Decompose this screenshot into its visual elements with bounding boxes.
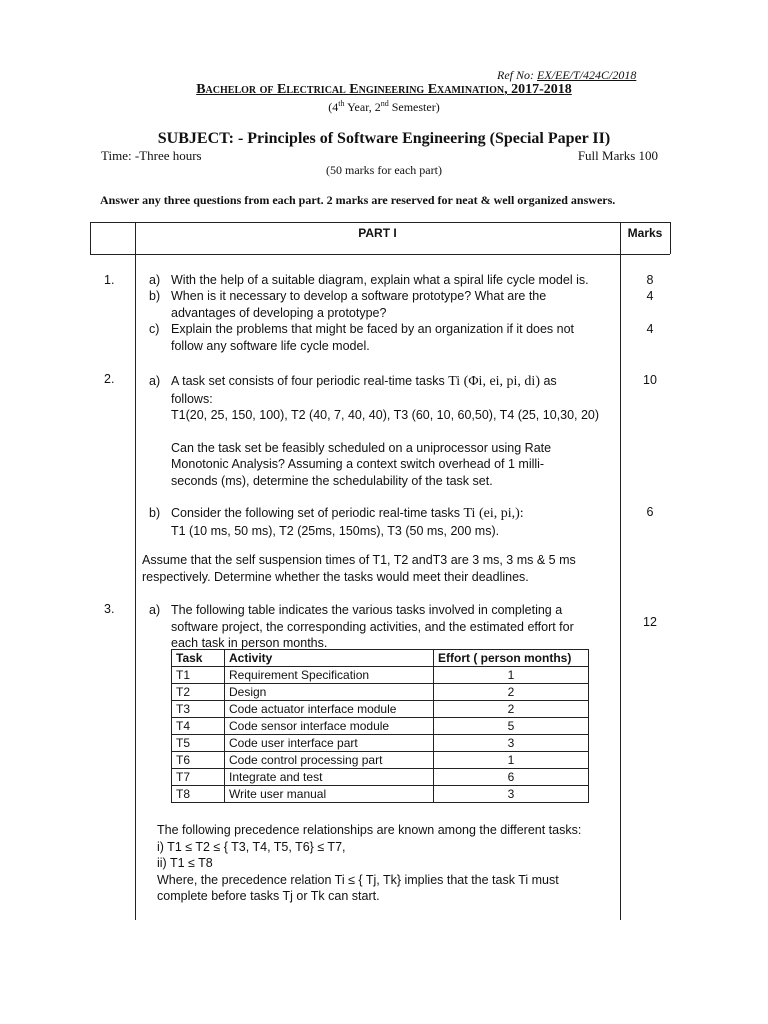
column-header-effort: Effort ( person months) — [434, 650, 589, 667]
task-effort: 2 — [434, 684, 589, 701]
task-id: T6 — [172, 752, 225, 769]
q2c-line-1: Assume that the self suspension times of T1, T2 andT3 are 3 ms, 3 ms & 5 ms — [142, 553, 576, 567]
task-activity: Code control processing part — [225, 752, 434, 769]
q1b-label: b) — [149, 289, 161, 303]
q1c-line-2: follow any software life cycle model. — [171, 338, 370, 353]
question-number-2: 2. — [104, 372, 115, 386]
q1a-text: With the help of a suitable diagram, explain what a spiral life cycle model is. — [171, 273, 589, 287]
table-row — [172, 786, 589, 803]
frame-header-line — [90, 254, 670, 255]
table-row — [172, 769, 589, 786]
q2a-line-5: Monotonic Analysis? Assuming a context switch overhead of 1 milli- — [171, 457, 545, 471]
frame-left-line — [90, 222, 91, 254]
column-header-task: Task — [172, 650, 225, 667]
column-header-activity: Activity — [225, 650, 434, 667]
task-id: T4 — [172, 718, 225, 735]
q3a-line-1: The following table indicates the various tasks involved in completing a — [171, 603, 563, 617]
q2a-label: a) — [149, 374, 161, 388]
precedence-line-3: ii) T1 ≤ T8 — [157, 856, 213, 870]
precedence-line-5: complete before tasks Tj or Tk can start. — [157, 889, 380, 903]
frame-qnum-divider — [135, 222, 136, 920]
table-row — [172, 718, 589, 735]
task-activity: Code actuator interface module — [225, 701, 434, 718]
q2b-label: b) — [149, 506, 161, 520]
task-activity: Integrate and test — [225, 769, 434, 786]
frame-right-line — [670, 222, 671, 254]
q3a-line-3: each task in person months. — [171, 636, 328, 650]
part-heading: PART I — [358, 226, 397, 240]
table-row — [172, 752, 589, 769]
q1a-label: a) — [149, 273, 161, 287]
task-effort: 1 — [434, 667, 589, 684]
q1c-marks: 4 — [646, 322, 654, 336]
task-effort: 5 — [434, 718, 589, 735]
q2b-text — [171, 505, 524, 539]
q1b-text — [171, 288, 616, 321]
frame-top-line — [90, 222, 670, 223]
task-effort: 2 — [434, 701, 589, 718]
time-allowed: Time: -Three hours — [101, 148, 202, 163]
q2a-line-2: follows: — [171, 391, 213, 406]
q2b-line-2: T1 (10 ms, 50 ms), T2 (25ms, 150ms), T3 (50 ms, 200 ms). — [171, 523, 500, 538]
task-activity: Write user manual — [225, 786, 434, 803]
task-effort: 3 — [434, 735, 589, 752]
reference-number: Ref No: EX/EE/T/424C/2018 — [497, 68, 637, 82]
q1a-marks: 8 — [646, 273, 654, 287]
q2a-line-6: seconds (ms), determine the schedulability of the task set. — [171, 473, 493, 488]
q2b-line-1: Consider the following set of periodic real-time tasks Ti (ei, pi,): — [171, 506, 524, 521]
question-number-1: 1. — [104, 273, 115, 287]
task-effort: 3 — [434, 786, 589, 803]
q1b-line-2: advantages of developing a prototype? — [171, 305, 387, 320]
q1b-marks: 4 — [646, 289, 654, 303]
marks-per-part: (50 marks for each part) — [326, 163, 442, 177]
task-activity: Code user interface part — [225, 735, 434, 752]
task-id: T7 — [172, 769, 225, 786]
task-id: T8 — [172, 786, 225, 803]
q3a-line-2: software project, the corresponding activities, and the estimated effort for — [171, 619, 574, 634]
task-effort: 6 — [434, 769, 589, 786]
q3a-label: a) — [149, 603, 161, 617]
q1c-line-1: Explain the problems that might be faced by an organization if it does not — [171, 322, 575, 336]
task-effort: 1 — [434, 752, 589, 769]
q2-self-suspension-text — [142, 552, 576, 585]
marks-heading: Marks — [627, 226, 663, 240]
q3-precedence-text — [157, 822, 581, 905]
q2a-line-4: Can the task set be feasibly scheduled on a uniprocessor using Rate — [171, 440, 552, 455]
q1c-text — [171, 321, 574, 354]
exam-title: Bachelor of Electrical Engineering Examination, 2017-2018 — [196, 82, 572, 97]
q2a-line-1: A task set consists of four periodic real-time tasks Ti (Φi, ei, pi, di) as — [171, 374, 557, 389]
instructions: Answer any three questions from each part. 2 marks are reserved for neat & well organized answers. — [100, 193, 616, 207]
q3a-text — [171, 602, 574, 652]
task-id: T1 — [172, 667, 225, 684]
q1c-label: c) — [149, 322, 160, 336]
q2b-marks: 6 — [646, 505, 654, 519]
precedence-line-1: The following precedence relationships are known among the different tasks: — [157, 823, 582, 837]
table-row — [172, 735, 589, 752]
frame-marks-divider — [620, 222, 621, 920]
year-semester: (4th Year, 2nd Semester) — [328, 99, 440, 114]
table-header-row — [172, 650, 589, 667]
table-row — [172, 684, 589, 701]
task-activity: Design — [225, 684, 434, 701]
table-row — [172, 701, 589, 718]
q1b-line-1: When is it necessary to develop a software prototype? What are the — [171, 289, 547, 303]
task-id: T2 — [172, 684, 225, 701]
precedence-line-4: Where, the precedence relation Ti ≤ { Tj, Tk} implies that the task Ti must — [157, 872, 559, 887]
full-marks: Full Marks 100 — [577, 148, 658, 163]
q2a-marks: 10 — [643, 373, 657, 387]
table-row — [172, 667, 589, 684]
q2a-task-list: T1(20, 25, 150, 100), T2 (40, 7, 40, 40), T3 (60, 10, 60,50), T4 (25, 10,30, 20) — [171, 408, 600, 422]
q2a-text — [171, 373, 599, 489]
precedence-line-2: i) T1 ≤ T2 ≤ { T3, T4, T5, T6} ≤ T7, — [157, 839, 346, 854]
question-number-3: 3. — [104, 602, 115, 616]
q3a-marks: 12 — [643, 615, 657, 629]
task-effort-table — [171, 649, 589, 803]
task-activity: Code sensor interface module — [225, 718, 434, 735]
task-activity: Requirement Specification — [225, 667, 434, 684]
q2c-line-2: respectively. Determine whether the tasks would meet their deadlines. — [142, 569, 529, 584]
task-id: T3 — [172, 701, 225, 718]
task-id: T5 — [172, 735, 225, 752]
subject-title: SUBJECT: - Principles of Software Engineering (Special Paper II) — [157, 130, 611, 147]
